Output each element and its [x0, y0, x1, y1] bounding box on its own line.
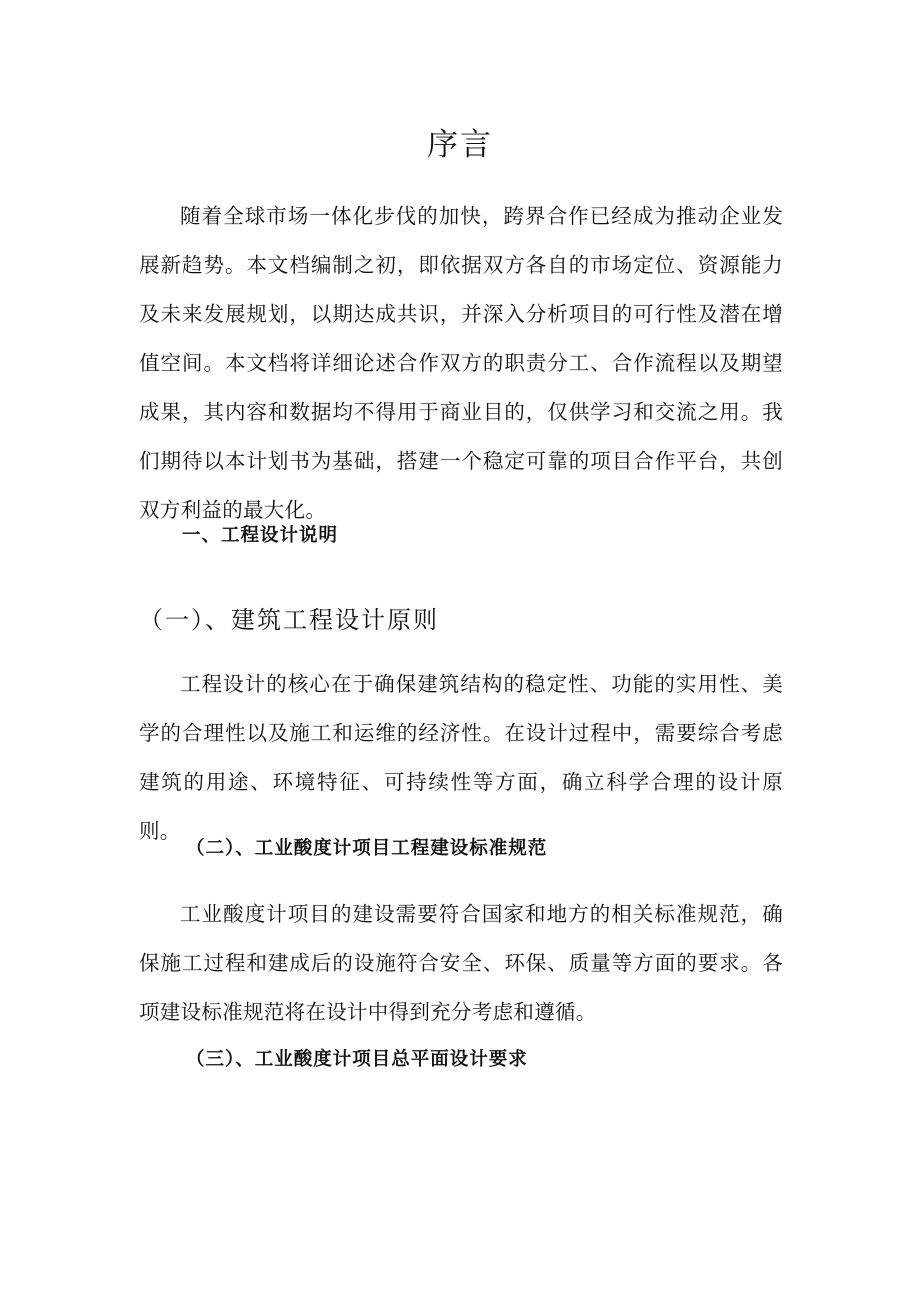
intro-paragraph: 随着全球市场一体化步伐的加快，跨界合作已经成为推动企业发展新趋势。本文档编制之初，即依据双方各自的市场定位、资源能力及未来发展规划，以期达成共识，并深入分析项目的可行性及潜在增值空间。本文档将详细论述合作双方的职责分工、合作流程以及期望成果，其内容和数据均不得用于商业目的，仅供学习和交流之用。我们期待以本计划书为基础，搭建一个稳定可靠的项目合作平台，共创双方利益的最大化。 — [139, 204, 783, 522]
construction-standards-paragraph: 工业酸度计项目的建设需要符合国家和地方的相关标准规范，确保施工过程和建成后的设施符合安全、环保、质量等方面的要求。各项建设标准规范将在设计中得到充分考虑和遵循。 — [139, 902, 783, 1024]
subsection-heading-construction-standards: （二）、工业酸度计项目工程建设标准规范 — [186, 838, 548, 859]
subsection-heading-design-principles: （一）、建筑工程设计原则 — [139, 606, 439, 634]
subsection-heading-site-plan-requirements: （三）、工业酸度计项目总平面设计要求 — [186, 1049, 528, 1070]
page-title: 序言 — [427, 127, 493, 163]
section-heading-engineering-design: 一、工程设计说明 — [182, 525, 339, 546]
design-principles-paragraph: 工程设计的核心在于确保建筑结构的稳定性、功能的实用性、美学的合理性以及施工和运维的经济性。在设计过程中，需要综合考虑建筑的用途、环境特征、可持续性等方面，确立科学合理的设计原则。 — [139, 672, 783, 843]
